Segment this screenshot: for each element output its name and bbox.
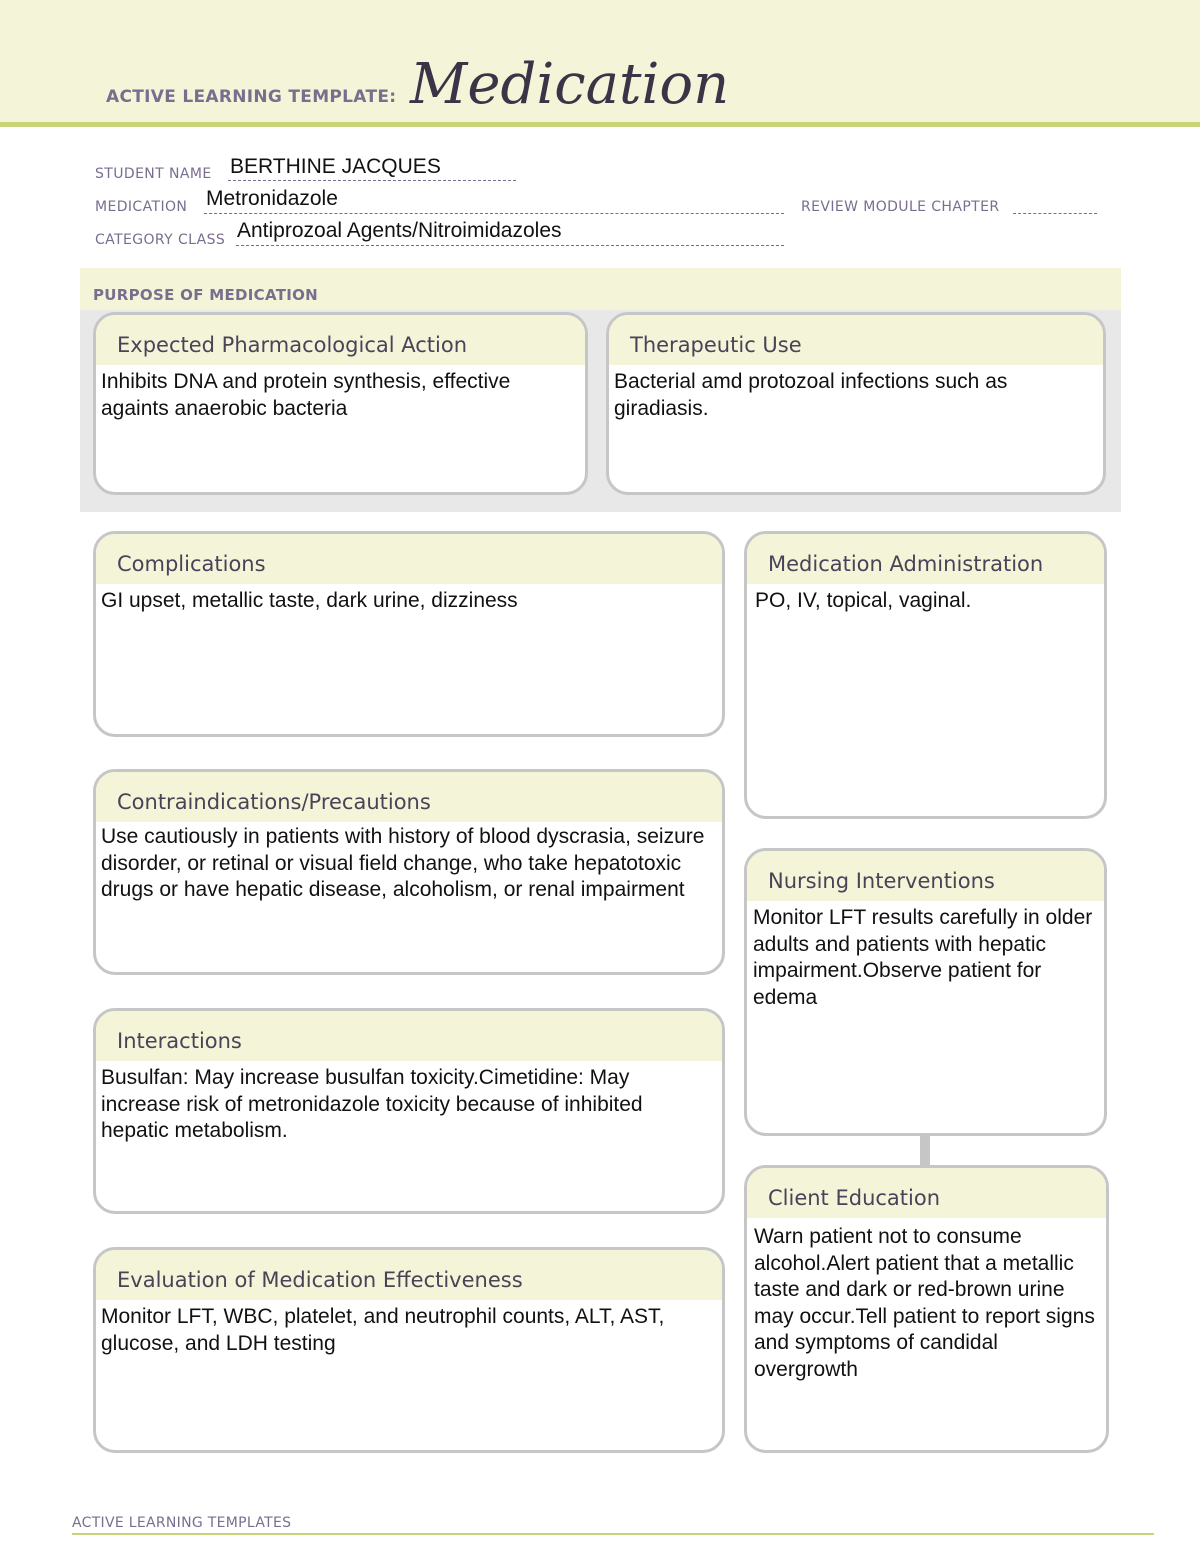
complications-text[interactable]: GI upset, metallic taste, dark urine, dizziness — [101, 589, 518, 612]
card-title: Therapeutic Use — [630, 333, 802, 357]
footer-rule — [72, 1533, 1154, 1535]
connector-line — [920, 1136, 930, 1166]
template-label: ACTIVE LEARNING TEMPLATE: — [106, 87, 397, 107]
footer-label: ACTIVE LEARNING TEMPLATES — [72, 1515, 292, 1531]
card-title: Evaluation of Medication Effectiveness — [117, 1268, 523, 1292]
student-name-field[interactable]: BERTHINE JACQUES — [230, 155, 441, 178]
expected-action-text[interactable]: Inhibits DNA and protein synthesis, effective againts anaerobic bacteria — [101, 370, 511, 420]
card-title: Medication Administration — [768, 552, 1044, 576]
card-title: Client Education — [768, 1186, 941, 1210]
card-title: Nursing Interventions — [768, 869, 995, 893]
card-title: Contraindications/Precautions — [117, 790, 431, 814]
complications-card — [93, 531, 725, 737]
evaluation-card — [93, 1247, 725, 1453]
expected-action-card — [93, 312, 588, 495]
therapeutic-use-card — [606, 312, 1106, 495]
contraindications-card — [93, 769, 725, 975]
client-education-card — [744, 1165, 1109, 1453]
page-title: Medication — [410, 52, 730, 117]
interactions-text[interactable]: Busulfan: May increase busulfan toxicity.Cimetidine: May increase risk of metronidazole toxicity because of inhibited hepatic metabolism. — [101, 1066, 643, 1142]
evaluation-text[interactable]: Monitor LFT, WBC, platelet, and neutrophil counts, ALT, AST, glucose, and LDH testing — [101, 1305, 665, 1355]
card-title: Complications — [117, 552, 266, 576]
medication-administration-card — [744, 531, 1107, 819]
medication-administration-text[interactable]: PO, IV, topical, vaginal. — [755, 589, 972, 612]
therapeutic-use-text[interactable]: Bacterial amd protozoal infections such as giradiasis. — [614, 370, 1008, 420]
card-title: Expected Pharmacological Action — [117, 333, 468, 357]
interactions-card — [93, 1008, 725, 1214]
card-title: Interactions — [117, 1029, 242, 1053]
nursing-interventions-text[interactable]: Monitor LFT results carefully in older adults and patients with hepatic impairment.Observe patient for edema — [753, 906, 1093, 1009]
student-name-label: STUDENT NAME — [95, 166, 212, 182]
category-class-line — [236, 245, 784, 246]
header-rule — [0, 122, 1200, 127]
review-module-chapter-label: REVIEW MODULE CHAPTER — [801, 199, 1000, 215]
review-module-chapter-line — [1013, 213, 1097, 214]
contraindications-text[interactable]: Use cautiously in patients with history of blood dyscrasia, seizure disorder, or retinal or visual field change, who take hepatotoxic drugs or have hepatic disease, alcoholism, or renal impairment — [101, 825, 705, 901]
student-name-line — [228, 180, 516, 181]
client-education-text[interactable]: Warn patient not to consume alcohol.Alert patient that a metallic taste and dark or red-brown urine may occur.Tell patient to report signs and symptoms of candidal overgrowth — [754, 1225, 1095, 1381]
nursing-interventions-card — [744, 848, 1107, 1136]
category-class-field[interactable]: Antiprozoal Agents/Nitroimidazoles — [237, 219, 562, 242]
category-class-label: CATEGORY CLASS — [95, 232, 226, 248]
medication-line — [204, 213, 784, 214]
purpose-title: PURPOSE OF MEDICATION — [93, 286, 319, 304]
medication-label: MEDICATION — [95, 199, 188, 215]
medication-field[interactable]: Metronidazole — [206, 187, 338, 210]
